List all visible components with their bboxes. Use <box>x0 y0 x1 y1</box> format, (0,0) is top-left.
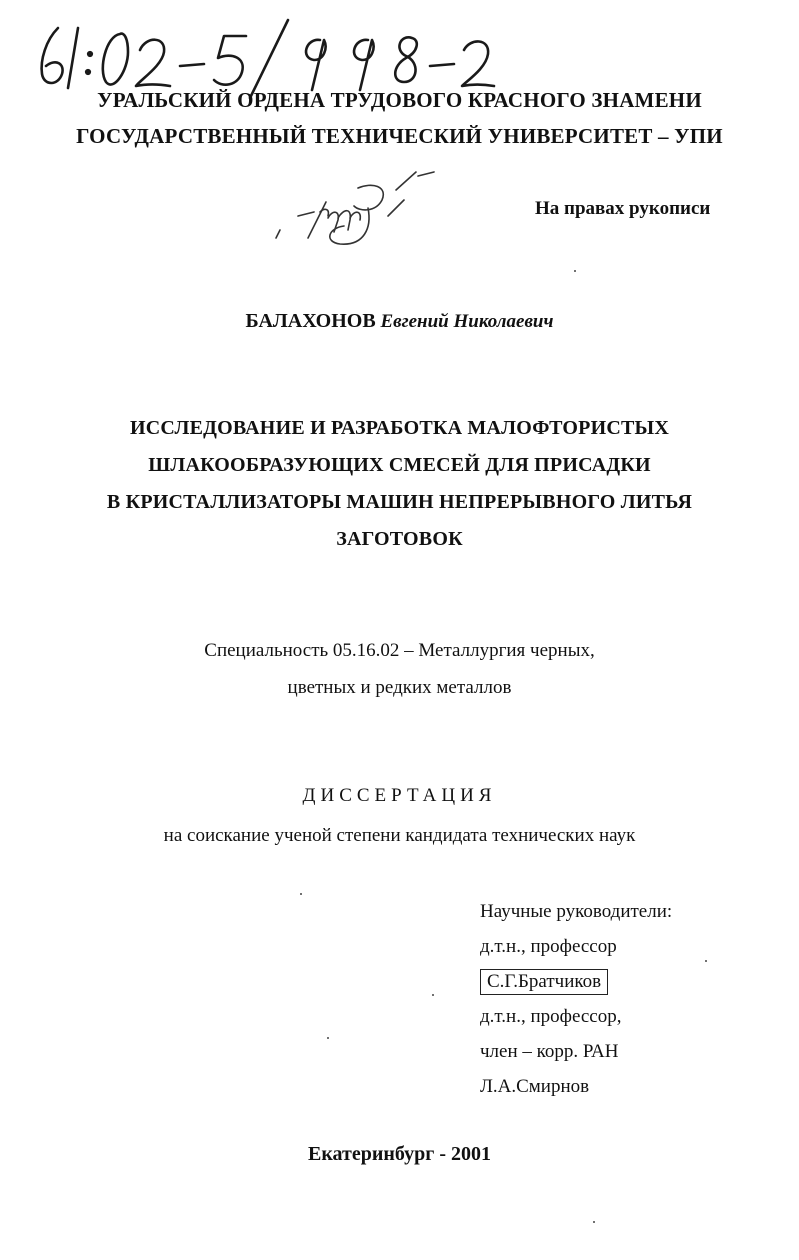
advisor-2-title: член – корр. РАН <box>480 1041 619 1062</box>
author-name <box>0 310 799 333</box>
advisor-1-degree: д.т.н., профессор <box>480 936 617 957</box>
manuscript-note: На правах рукописи <box>535 198 711 219</box>
author-surname: БАЛАХОНОВ <box>245 310 376 332</box>
advisor-1-name <box>480 968 672 1003</box>
scan-speck <box>327 1037 329 1039</box>
specialty-line-2: цветных и редких металлов <box>287 677 512 698</box>
advisors-heading: Научные руководители: <box>480 901 673 922</box>
advisor-2-name: Л.А.Смирнов <box>480 1076 590 1097</box>
dissertation-subtitle: на соискание ученой степени кандидата технических наук <box>163 825 636 846</box>
scan-speck <box>432 994 434 996</box>
university-name-line-1: УРАЛЬСКИЙ ОРДЕНА ТРУДОВОГО КРАСНОГО ЗНАМЕНИ <box>97 88 702 112</box>
dissertation-title-line-1: ИССЛЕДОВАНИЕ И РАЗРАБОТКА МАЛОФТОРИСТЫХ <box>129 417 669 439</box>
dissertation-title-line-2: ШЛАКООБРАЗУЮЩИХ СМЕСЕЙ ДЛЯ ПРИСАДКИ <box>148 454 651 476</box>
dissertation-title-line-4: ЗАГОТОВОК <box>336 528 463 550</box>
advisor-2-degree: д.т.н., профессор, <box>480 1006 622 1027</box>
dissertation-title-line-3: В КРИСТАЛЛИЗАТОРЫ МАШИН НЕПРЕРЫВНОГО ЛИТЬЯ <box>106 491 693 513</box>
dissertation-heading: ДИССЕРТАЦИЯ <box>302 785 497 806</box>
signature <box>268 168 443 253</box>
specialty-line-1: Специальность 05.16.02 – Металлургия черных, <box>204 640 595 661</box>
advisor-1-name-boxed: С.Г.Братчиков <box>480 969 608 995</box>
scan-speck <box>300 893 302 895</box>
author-given-names: Евгений Николаевич <box>380 311 554 332</box>
scan-speck <box>593 1221 595 1223</box>
archive-code-handwriting <box>28 10 498 100</box>
scan-speck <box>574 270 576 272</box>
city-year: Екатеринбург - 2001 <box>307 1143 492 1165</box>
advisors-block <box>480 898 672 1108</box>
university-name-line-2: ГОСУДАРСТВЕННЫЙ ТЕХНИЧЕСКИЙ УНИВЕРСИТЕТ – УПИ <box>76 124 723 148</box>
scan-speck <box>705 960 707 962</box>
